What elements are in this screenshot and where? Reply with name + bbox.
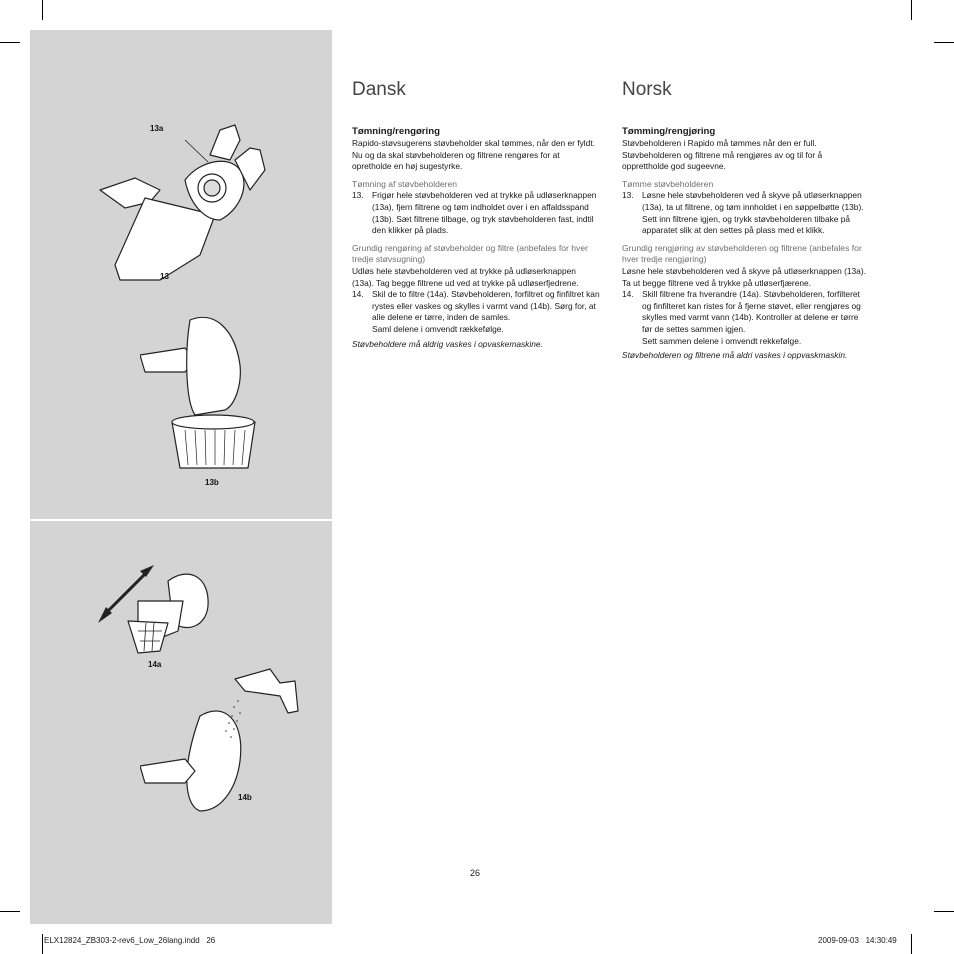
figure-label-14b: 14b	[238, 793, 252, 802]
norsk-step-14	[622, 289, 870, 347]
figure-13b-empty-into-bin	[140, 310, 280, 470]
illustration-panel-bottom	[30, 521, 332, 924]
norsk-column	[622, 78, 870, 362]
dansk-cleaning-intro: Udløs hele støvbeholderen ved at trykke på udløserknappen (13a). Tag begge filtrene ud ved at trykke på udløserfjedrene.	[352, 265, 579, 288]
step-number: 14.	[622, 289, 634, 300]
crop-mark	[934, 911, 954, 912]
norsk-subheading-emptying: Tømme støvbeholderen	[622, 178, 714, 189]
step-number: 14.	[352, 289, 364, 300]
dansk-heading: Tømning/rengøring	[352, 126, 440, 137]
step-text: Skil de to filtre (14a). Støvbeholderen, forfiltret og finfiltret kan rystes eller vaskes og skylles i varmt vand (14b). Sørg for, at alle delene er tørre, inden de samles.	[372, 289, 600, 323]
step-text: Løsne hele støvbeholderen ved å skyve på utløserknappen (13a), ta ut filtrene, og tøm innholdet i en søppelbøtte (13b). Sett inn filtrene igjen, og trykk støvbeholderen tilbake på apparatet slik at den settes på plass med et klikk.	[642, 190, 864, 236]
step-text: Skill filtrene fra hverandre (14a). Støvbeholderen, forfilteret og finfilteret kan ristes for å fjerne støvet, eller rengjøres og skylles med varmt vann (14b). Kontroller at delene er tørre før de settes sammen igjen.	[642, 289, 861, 334]
footer-filename: ELX12824_ZB303-2-rev6_Low_26lang.indd 26	[44, 936, 216, 945]
figure-13-dust-container-release	[90, 120, 280, 290]
crop-mark	[934, 42, 954, 43]
figure-label-13b: 13b	[205, 478, 219, 487]
footer-timestamp: 2009-09-03 14:30:49	[818, 936, 897, 945]
norsk-title: Norsk	[622, 79, 672, 100]
illustration-panel-top	[30, 30, 332, 519]
dansk-intro: Rapido-støvsugerens støvbeholder skal tømmes, når den er fyldt. Nu og da skal støvbeholderen og filtrene rengøres for at opretholde en høj sugestyrke.	[352, 138, 595, 172]
crop-mark	[911, 934, 912, 954]
norsk-step-13	[622, 190, 870, 236]
dansk-column	[352, 78, 600, 350]
dansk-subheading-cleaning: Grundig rengøring af støvbeholder og filtre (anbefales for hver tredje støvsugning)	[352, 242, 588, 265]
norsk-intro: Støvbeholderen i Rapido må tømmes når den er full. Støvbeholderen og filtrene må rengjøres av og til for å opprettholde god sugeevne.	[622, 138, 823, 172]
norsk-cleaning-intro: Løsne hele støvbeholderen ved å skyve på utløserknappen (13a). Ta ut begge filtrene ved å trykke på utløserfjærene.	[622, 265, 866, 288]
step-text: Sett sammen delene i omvendt rekkefølge.	[642, 335, 802, 346]
step-text: Frigør hele støvbeholderen ved at trykke på udløserknappen (13a), fjern filtrene og tøm indholdet over i en affaldsspand (13b). Sæt filtrene tilbage, og tryk støvbeholderen fast, indtil den klikker på plads.	[372, 190, 597, 236]
norsk-subheading-cleaning: Grundig rengjøring av støvbeholderen og filtrene (anbefales for hver tredje rengjøring)	[622, 242, 862, 265]
norsk-note: Støvbeholderen og filtrene må aldri vaskes i oppvaskmaskin.	[622, 350, 848, 361]
figure-label-13a: 13a	[150, 124, 164, 133]
step-text: Saml delene i omvendt rækkefølge.	[372, 323, 504, 334]
dansk-subheading-emptying: Tømning af støvbeholderen	[352, 178, 458, 189]
crop-mark	[0, 911, 20, 912]
norsk-heading: Tømming/rengjøring	[622, 126, 716, 137]
dansk-step-13	[352, 190, 600, 236]
figure-label-14a: 14a	[148, 660, 162, 669]
dansk-note: Støvbeholdere må aldrig vaskes i opvaskemaskine.	[352, 338, 543, 349]
crop-mark	[0, 42, 20, 43]
dansk-step-14	[352, 289, 600, 335]
page-number: 26	[470, 868, 481, 878]
dansk-title: Dansk	[352, 79, 406, 100]
crop-mark	[42, 0, 43, 20]
figure-14a-separate-filters	[98, 561, 228, 661]
figure-14b-rinse-under-tap	[140, 661, 300, 831]
crop-mark	[911, 0, 912, 20]
crop-mark	[42, 934, 43, 954]
step-number: 13.	[622, 190, 634, 201]
figure-label-13: 13	[160, 272, 169, 281]
step-number: 13.	[352, 190, 364, 201]
